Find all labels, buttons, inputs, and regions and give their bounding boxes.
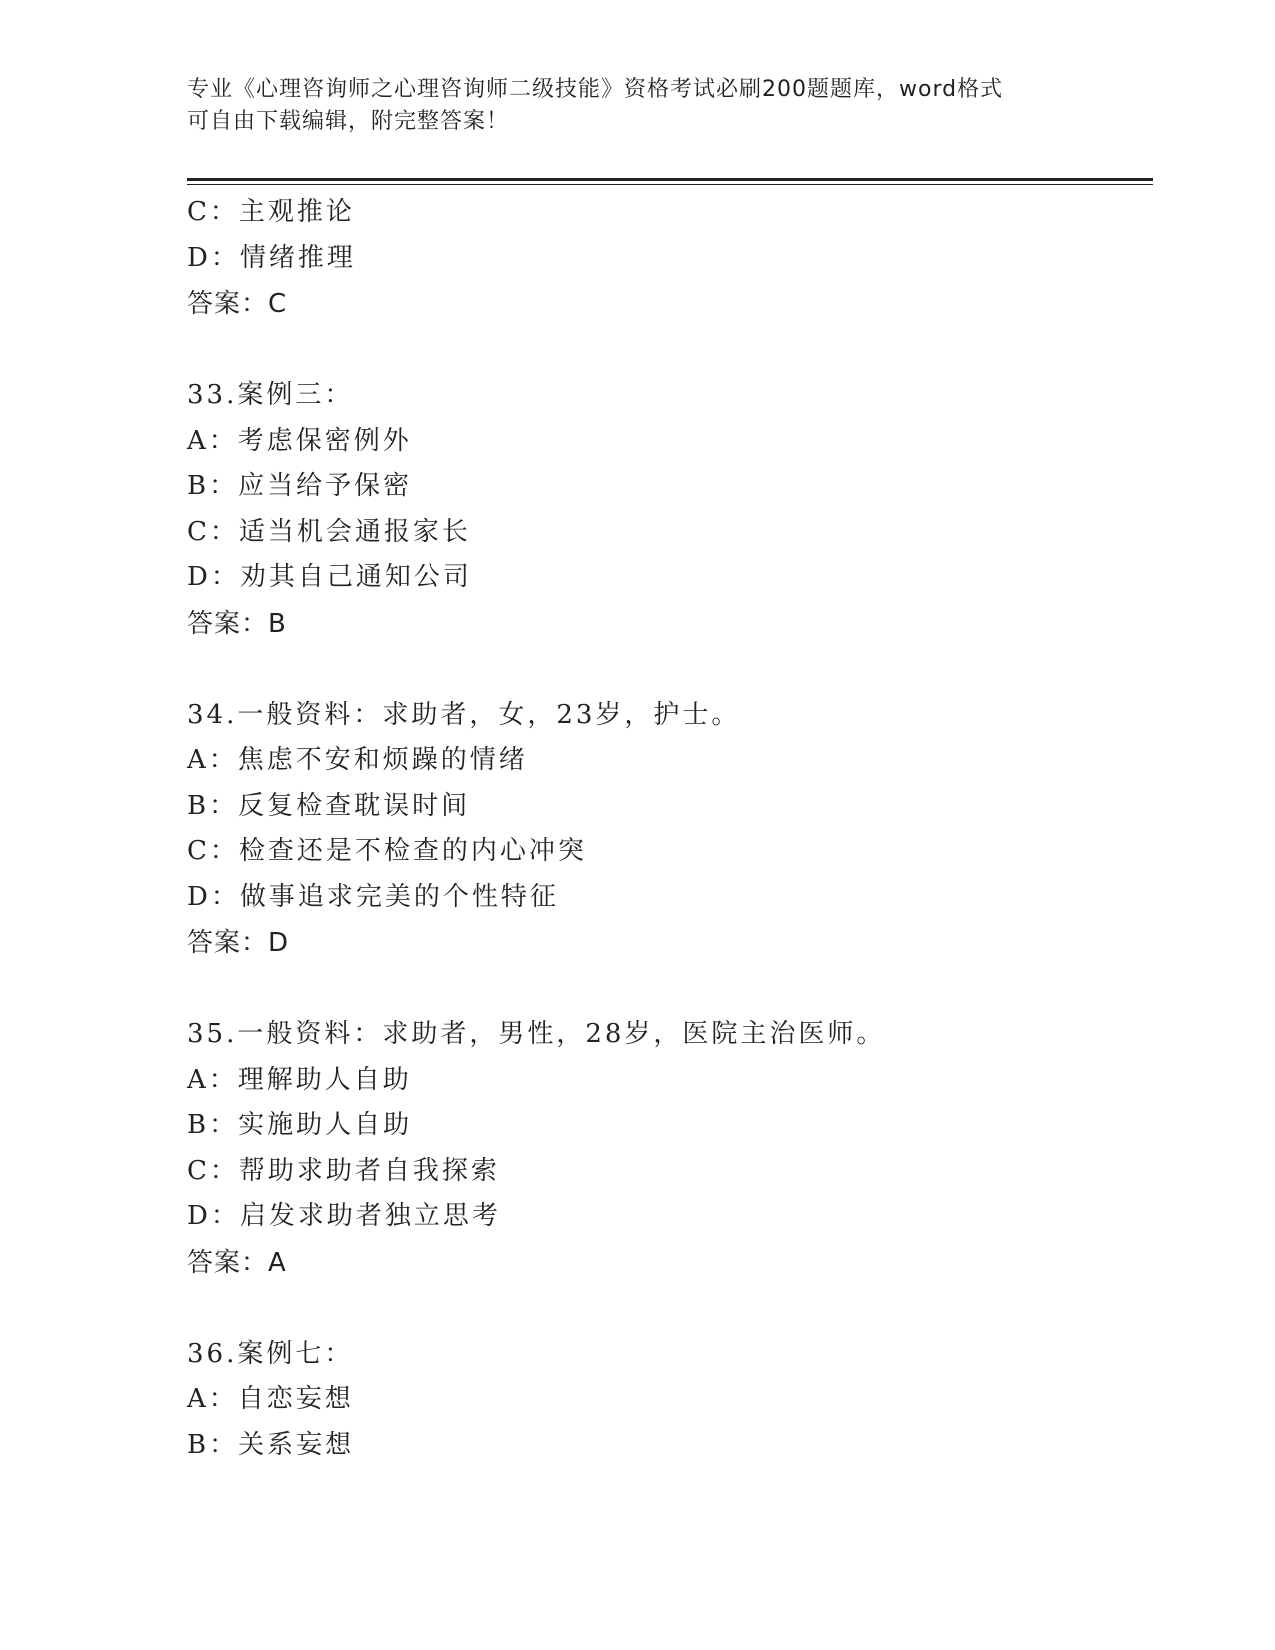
question-block bbox=[187, 373, 1147, 648]
option-b: B：关系妄想 bbox=[187, 1429, 355, 1460]
option-b: B：实施助人自助 bbox=[187, 1110, 413, 1140]
header-rule-thin bbox=[187, 184, 1153, 185]
answer-line: 答案：C bbox=[187, 289, 288, 319]
header-line-1: 专业《心理咨询师之心理咨询师二级技能》资格考试必刷200题题库，word格式 bbox=[187, 77, 1004, 102]
question-title: 36.案例七： bbox=[187, 1338, 354, 1369]
option-d: D：劝其自己通知公司 bbox=[187, 562, 472, 592]
option-d: D：做事追求完美的个性特征 bbox=[187, 881, 559, 912]
header-line-2: 可自由下载编辑，附完整答案！ bbox=[187, 109, 510, 134]
option-a: A：理解助人自助 bbox=[187, 1064, 412, 1095]
option-d: D：启发求助者独立思考 bbox=[187, 1201, 501, 1231]
question-title: 33.案例三： bbox=[187, 380, 354, 410]
question-block bbox=[187, 1012, 1147, 1287]
document-header bbox=[187, 74, 1087, 138]
option-b: B：应当给予保密 bbox=[187, 471, 413, 501]
question-block bbox=[187, 1332, 1147, 1469]
option-a: A：自恋妄想 bbox=[187, 1384, 354, 1414]
question-title: 35.一般资料：求助者，男性，28岁，医院主治医师。 bbox=[187, 1019, 886, 1049]
option-c: C：适当机会通报家长 bbox=[187, 516, 471, 547]
question-title: 34.一般资料：求助者，女，23岁，护士。 bbox=[187, 699, 741, 730]
option-d: D：情绪推理 bbox=[187, 242, 356, 273]
answer-line: 答案：D bbox=[187, 928, 290, 958]
option-a: A：考虑保密例外 bbox=[187, 425, 412, 456]
answer-line: 答案：A bbox=[187, 1247, 287, 1278]
option-c: C：主观推论 bbox=[187, 197, 355, 227]
question-block bbox=[187, 693, 1147, 968]
header-rule-thick bbox=[187, 178, 1153, 181]
option-a: A：焦虑不安和烦躁的情绪 bbox=[187, 745, 528, 775]
answer-line: 答案：B bbox=[187, 608, 287, 639]
option-c: C：检查还是不检查的内心冲突 bbox=[187, 836, 587, 866]
option-b: B：反复检查耽误时间 bbox=[187, 790, 471, 821]
document-body bbox=[187, 190, 1147, 1468]
option-c: C：帮助求助者自我探索 bbox=[187, 1155, 500, 1186]
